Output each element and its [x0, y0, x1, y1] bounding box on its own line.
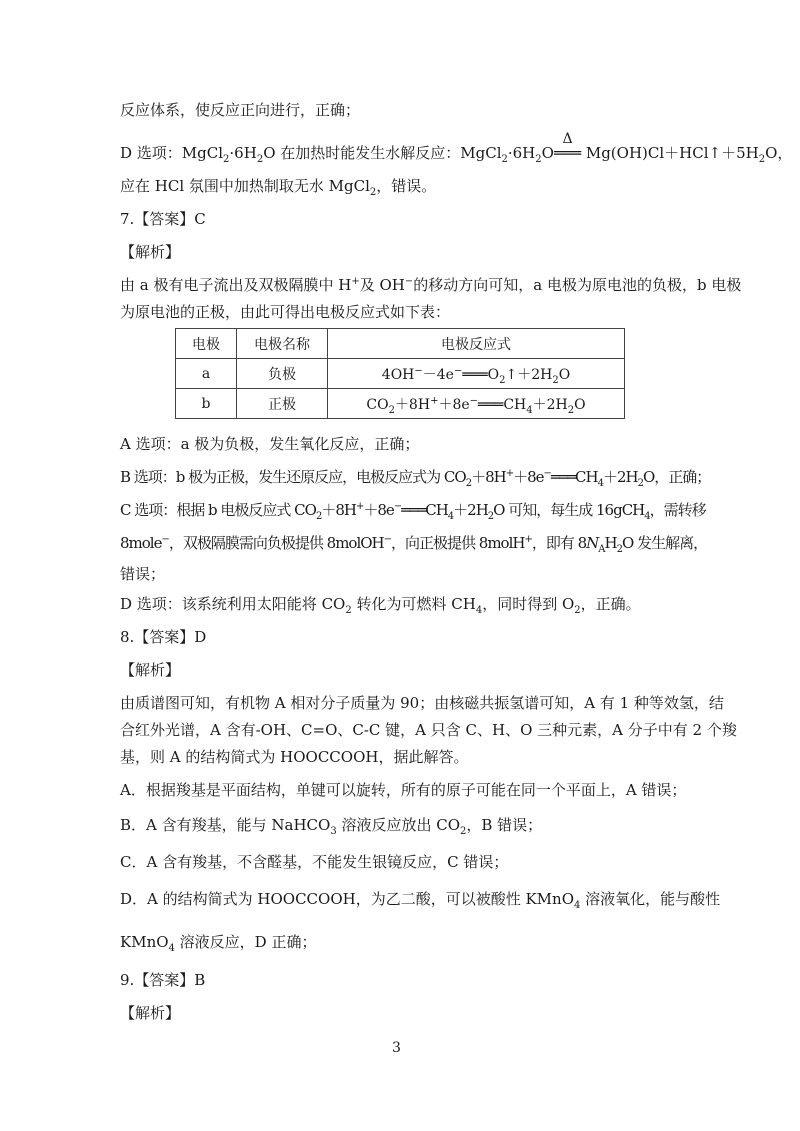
text-line: 由质谱图可知，有机物 A 相对分子质量为 90；由核磁共振氢谱可知，A 有 1 种等效氢，结: [120, 694, 724, 712]
table-header-cell: 电极: [176, 329, 237, 359]
electrode-table: [175, 328, 625, 419]
answer-heading: 8.【答案】D: [120, 628, 207, 646]
text-line: 由 a 极有电子流出及双极隔膜中 H+及 OH−的移动方向可知，a 电极为原电池的负极，b 电极: [120, 276, 742, 294]
page-number: 3: [392, 1040, 401, 1056]
table-cell: $4OH^--4e^-═══O_2↑+2H_2O$: [328, 359, 625, 389]
text-line: 应在 HCl 氛围中加热制取无水 MgCl$_2$，错误。: [120, 177, 437, 198]
table-row: [176, 359, 625, 389]
text-line: KMnO$_4$ 溶液反应，D 正确；: [120, 933, 317, 954]
text-line: 8mole−，双极隔膜需向负极提供 8molOH−，向正极提供 8molH+，即有 $8N_AH_2O$ 发生解离，: [120, 534, 708, 555]
text-line: 错误；: [120, 565, 166, 583]
answer-heading: 7.【答案】C: [120, 210, 206, 228]
text-line: D 选项：该系统利用太阳能将 $CO_2$ 转化为可燃料 $CH_4$，同时得到 $O_2$，正确。: [120, 595, 641, 616]
text-line: D．A 的结构简式为 HOOCCOOH，为乙二酸，可以被酸性 KMnO$_4$ 溶液氧化，能与酸性: [120, 890, 721, 911]
table-header-cell: 电极名称: [237, 329, 328, 359]
table-header-row: [176, 329, 625, 359]
text-line: B 选项：b 极为正极，发生还原反应，电极反应式为 $CO_2+8H^++8e^-═══CH_4+2H_2O$，正确；: [120, 468, 711, 489]
text-line: 基，则 A 的结构简式为 HOOCCOOH，据此解答。: [120, 748, 469, 766]
table-cell: $CO_2+8H^++8e^-═══CH_4+2H_2O$: [328, 389, 625, 419]
text-line: C．A 含有羧基，不含醛基，不能发生银镜反应，C 错误；: [120, 853, 509, 871]
text-line: C 选项：根据 b 电极反应式 $CO_2+8H^++8e^-═══CH_4+2H_2O$ 可知，每生成 16gCH$_4$，需转移: [120, 501, 706, 522]
table-header-cell: 电极反应式: [328, 329, 625, 359]
table-cell: 正极: [237, 389, 328, 419]
text-line: A 选项：a 极为负极，发生氧化反应，正确；: [120, 435, 420, 453]
text-line: 合红外光谱，A 含有-OH、C=O、C-C 键，A 只含 C、H、O 三种元素，A 分子中有 2 个羧: [120, 721, 737, 739]
table-cell: b: [176, 389, 237, 419]
text-line: D 选项：$MgCl_2\cdot 6H_2O$ 在加热时能发生水解反应：$MgCl_2\cdot 6H_2O$ Δ ═══ $Mg(OH)Cl+HCl↑+5H_2O$，: [120, 131, 793, 165]
table-row: [176, 389, 625, 419]
text-line: 反应体系，使反应正向进行，正确；: [120, 101, 361, 119]
table-cell: a: [176, 359, 237, 389]
text-line: A．根据羧基是平面结构，单键可以旋转，所有的原子可能在同一个平面上，A 错误；: [120, 781, 687, 799]
analysis-heading: 【解析】: [120, 1004, 181, 1022]
analysis-heading: 【解析】: [120, 243, 181, 261]
answer-heading: 9.【答案】B: [120, 971, 206, 989]
table-cell: 负极: [237, 359, 328, 389]
analysis-heading: 【解析】: [120, 661, 181, 679]
text-line: 为原电池的正极，由此可得出电极反应式如下表：: [120, 303, 451, 321]
text-line: B．A 含有羧基，能与 NaHCO$_3$ 溶液反应放出 $CO_2$，B 错误；: [120, 816, 543, 837]
